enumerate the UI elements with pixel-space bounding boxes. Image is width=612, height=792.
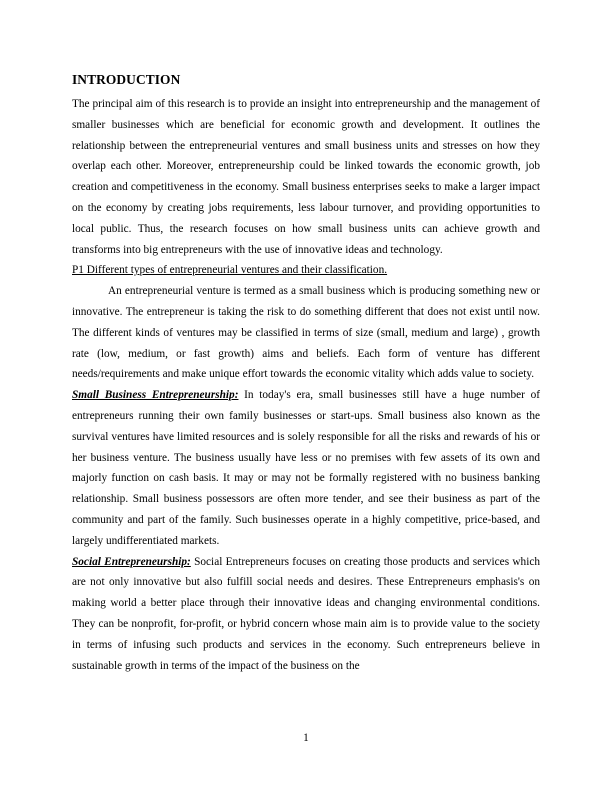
small-business-term: Small Business Entrepreneurship:: [72, 389, 239, 402]
small-business-paragraph: [72, 385, 540, 551]
section-p1-title: P1 Different types of entrepreneurial ventures and their classification.: [72, 264, 388, 277]
intro-paragraph: The principal aim of this research is to provide an insight into entrepreneurship and the management of smaller businesses which are beneficial for economic growth and development. It outlines the relationship between the entrepreneurial ventures and small business units and stresses on how they overlap each other. Moreover, entrepreneurship could be linked towards the economic growth, job creation and competitiveness in the economy. Small business enterprises seeks to make a larger impact on the economy by creating jobs requirements, less labour turnover, and providing opportunities to local public. Thus, the research focuses on how small business units can achieve growth and transforms into big entrepreneurs with the use of innovative ideas and technology.: [72, 98, 540, 256]
social-entrepreneurship-text: Social Entrepreneurs focuses on creating those products and services which are not only innovative but also fulfill social needs and desires. These Entrepreneurs emphasis's on making world a better place through their innovative ideas and changing environmental conditions. They can be nonprofit, for-profit, or hybrid concern whose main aim is to provide value to the society in terms of infusing such products and services in the economy. Such entrepreneurs believe in sustainable growth in terms of the impact of the business on the: [72, 555, 541, 672]
small-business-text: In today's era, small businesses still have a huge number of entrepreneurs running their own family businesses or start-ups. Small business also known as the survival ventures have limited resources and is solely responsible for all the risks and rewards of his or her business venture. The business usually have less or no premises with few assets of its own and majorly function on cash basis. It may or may not be formally registered with no business banking relationship. Small business possessors are often more tender, and see their business as part of the community and part of the family. Such businesses operate in a highly competitive, price-based, and largely undifferentiated markets.: [72, 389, 541, 547]
section-heading-introduction: INTRODUCTION: [72, 72, 181, 87]
social-entrepreneurship-paragraph: [72, 552, 540, 677]
section-p1-paragraph: An entrepreneurial venture is termed as a small business which is producing something new or innovative. The entrepreneur is taking the risk to do something different that does not exist until now. The different kinds of ventures may be classified in terms of size (small, medium and large) , growth rate (low, medium, or fast growth) aims and beliefs. Each form of venture has different needs/requirements and make unique effort towards the economic vitality which adds value to society.: [72, 285, 540, 381]
page-number: 1: [303, 732, 309, 744]
social-entrepreneurship-term: Social Entrepreneurship:: [72, 555, 191, 568]
document-page: [72, 70, 540, 676]
